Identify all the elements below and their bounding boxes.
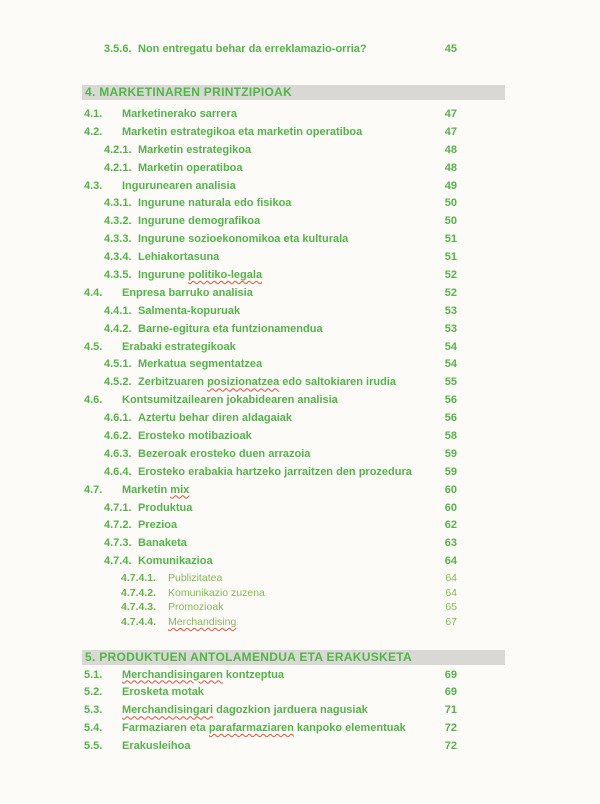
toc-entry[interactable] — [0, 267, 600, 285]
toc-entry-page-number: 64 — [444, 555, 457, 568]
toc-entry-label — [138, 410, 292, 428]
toc-entry-number: 4.7.1. — [104, 501, 132, 514]
label-text: kanpoko elementuak — [293, 722, 406, 735]
toc-entry-number: 5.4. — [84, 722, 103, 735]
toc-entry-label — [122, 482, 189, 500]
label-text: Non entregatu behar da erreklamazio-orria? — [138, 43, 367, 55]
toc-entry[interactable] — [0, 586, 600, 601]
toc-entry-label — [138, 213, 260, 231]
label-text: Ingurune — [138, 269, 189, 282]
misspelled-word: parafarmaziaren — [208, 722, 294, 735]
toc-entry-label — [138, 517, 177, 535]
toc-continued-entries — [0, 0, 600, 58]
toc-entry-label — [138, 195, 291, 213]
toc-entry-number: 4.7.4.4. — [121, 615, 157, 628]
toc-entry[interactable] — [0, 195, 600, 213]
toc-entry[interactable] — [0, 667, 600, 685]
toc-entry-page-number: 53 — [444, 322, 457, 335]
label-text: Ingurune demografikoa — [138, 215, 261, 228]
label-text: dagozkion jarduera nagusiak — [213, 704, 368, 717]
toc-entry-number: 4.3. — [84, 179, 103, 192]
label-text: Prezioa — [138, 519, 178, 532]
toc-entry-page-number: 55 — [444, 376, 457, 389]
toc-entry-label — [122, 124, 362, 142]
toc-entry-label — [168, 586, 265, 601]
toc-entry-number: 4.2.1. — [104, 143, 132, 156]
toc-entry-label — [122, 392, 338, 410]
misspelled-word: Merchandisingaren — [122, 668, 223, 681]
toc-entry-label — [138, 303, 240, 321]
toc-entry-number: 4.7.4. — [104, 555, 132, 568]
toc-entry-number: 4.7. — [84, 483, 103, 496]
toc-entry-label — [168, 571, 222, 586]
label-text: Kontsumitzailearen jokabidearen analisia — [122, 394, 338, 407]
label-text: Bezeroak erosteko duen arrazoia — [138, 447, 311, 460]
toc-entry-label — [122, 178, 236, 196]
toc-entry-number: 4.5. — [84, 340, 103, 353]
toc-entry-label — [122, 667, 284, 685]
toc-entry-number: 4.2. — [84, 125, 103, 138]
label-text: Ingurune naturala edo fisikoa — [138, 197, 292, 210]
toc-entry[interactable] — [0, 702, 600, 720]
toc-entry[interactable] — [0, 356, 600, 374]
label-text: Merkatua segmentatzea — [138, 358, 263, 371]
toc-entry[interactable] — [0, 720, 600, 738]
toc-entry-page-number: 63 — [444, 537, 457, 550]
label-text: Komunikazio zuzena — [168, 586, 265, 599]
toc-entry-number: 4.1. — [84, 108, 103, 120]
label-text: Marketin estrategikoa eta marketin operatiboa — [122, 125, 363, 138]
toc-entry[interactable] — [0, 535, 600, 553]
label-text: Salmenta-kopuruak — [138, 304, 241, 317]
toc-entry-label — [138, 249, 219, 267]
misspelled-word: mix — [170, 483, 190, 496]
misspelled-word: Merchandisingari — [122, 704, 214, 717]
toc-entry-page-number: 60 — [444, 501, 457, 514]
toc-entry-label — [122, 702, 368, 720]
toc-entry[interactable] — [0, 482, 600, 500]
label-text: Marketin estrategikoa — [138, 143, 252, 156]
label-text: Farmaziaren eta — [122, 722, 209, 735]
toc-entry-label — [122, 720, 406, 738]
toc-entry-page-number: 51 — [444, 251, 457, 264]
toc-entry[interactable] — [0, 410, 600, 428]
toc-entry[interactable] — [0, 615, 600, 630]
toc-entry-label — [168, 600, 223, 615]
toc-entry-label — [138, 160, 243, 178]
toc-entry[interactable] — [0, 231, 600, 249]
toc-entry-page-number: 64 — [445, 586, 457, 599]
toc-entry[interactable] — [0, 249, 600, 267]
toc-entry[interactable] — [0, 428, 600, 446]
toc-entry-label — [122, 684, 204, 702]
label-text: Barne-egitura eta funtzionamendua — [138, 322, 323, 335]
toc-entry-page-number: 69 — [444, 668, 457, 681]
toc-entry[interactable] — [0, 213, 600, 231]
toc-entry-page-number: 50 — [444, 215, 457, 228]
toc-entry[interactable] — [0, 684, 600, 702]
toc-entry-page-number: 54 — [444, 340, 457, 353]
label-text: Marketin operatiboa — [138, 161, 243, 174]
toc-entry-number: 4.5.1. — [104, 358, 132, 371]
label-text: kontzeptua — [222, 668, 284, 681]
label-text: Lehiakortasuna — [138, 251, 220, 264]
toc-entry-page-number: 47 — [444, 108, 457, 120]
toc-entry-page-number: 45 — [444, 43, 457, 55]
toc-entry[interactable] — [0, 40, 600, 58]
label-text: Promozioak — [168, 601, 224, 614]
label-text: Ingurunearen analisia — [122, 179, 236, 192]
toc-entry-page-number: 54 — [444, 358, 457, 371]
toc-entry-label — [138, 428, 252, 446]
section-entries — [0, 106, 600, 630]
label-text: Marketin — [122, 483, 171, 496]
toc-entry[interactable] — [0, 600, 600, 615]
toc-entry-label — [138, 40, 367, 58]
toc-entry-page-number: 52 — [444, 269, 457, 282]
label-text: Aztertu behar diren aldagaiak — [138, 412, 293, 425]
toc-entry-number: 4.6.4. — [104, 465, 132, 478]
section-header-bar[interactable]: 4. MARKETINAREN PRINTZIPIOAK — [82, 85, 505, 100]
label-text: Erabaki estrategikoak — [122, 340, 236, 353]
toc-entry-page-number: 48 — [444, 161, 457, 174]
misspelled-word: politiko-legala — [188, 269, 263, 282]
toc-entry-number: 4.7.4.1. — [121, 572, 157, 585]
toc-entry-number: 5.3. — [84, 704, 103, 717]
toc-entry[interactable] — [0, 285, 600, 303]
toc-entry-page-number: 71 — [444, 704, 457, 717]
toc-entry-number: 4.7.3. — [104, 537, 132, 550]
toc-entry-number: 4.6.2. — [104, 430, 132, 443]
toc-entry-label — [138, 500, 192, 518]
label-text: Marketinerako sarrera — [122, 108, 237, 120]
section-header-bar[interactable]: 5. PRODUKTUEN ANTOLAMENDUA ETA ERAKUSKETA — [82, 650, 505, 665]
toc-entry-page-number: 69 — [444, 686, 457, 699]
toc-entry-number: 4.3.4. — [104, 251, 132, 264]
toc-entry[interactable] — [0, 303, 600, 321]
toc-entry[interactable] — [0, 142, 600, 160]
toc-entry-number: 4.6.1. — [104, 412, 132, 425]
toc-entry-number: 5.2. — [84, 686, 103, 699]
toc-entry[interactable] — [0, 392, 600, 410]
toc-entry-page-number: 53 — [444, 304, 457, 317]
toc-entry-page-number: 65 — [445, 601, 457, 614]
toc-entry-number: 4.4.2. — [104, 322, 132, 335]
toc-entry-page-number: 52 — [444, 286, 457, 299]
toc-entry[interactable] — [0, 571, 600, 586]
toc-entry-number: 4.6. — [84, 394, 103, 407]
toc-entry[interactable] — [0, 500, 600, 518]
toc-entry[interactable] — [0, 446, 600, 464]
toc-entry-number: 4.3.5. — [104, 269, 132, 282]
toc-entry-label — [138, 142, 251, 160]
toc-entry-page-number: 49 — [444, 179, 457, 192]
toc-entry-number: 4.2.1. — [104, 161, 132, 174]
toc-entry-label — [168, 615, 236, 630]
label-text: Zerbitzuaren — [138, 376, 208, 389]
toc-entry-label — [138, 356, 262, 374]
toc-entry[interactable] — [0, 339, 600, 357]
toc-entry-label — [122, 738, 190, 756]
toc-entry-number: 3.5.6. — [104, 43, 132, 55]
label-text: Produktua — [138, 501, 193, 514]
toc-entry-number: 4.4.1. — [104, 304, 132, 317]
label-text: Komunikazioa — [138, 555, 213, 568]
label-text: Erosketa motak — [122, 686, 204, 699]
toc-entry[interactable] — [0, 160, 600, 178]
toc-entry-number: 4.4. — [84, 286, 103, 299]
toc-entry-label — [138, 374, 396, 392]
toc-entry-page-number: 58 — [444, 430, 457, 443]
toc-entry-label — [138, 464, 412, 482]
toc-entry[interactable] — [0, 178, 600, 196]
toc-entry-page-number: 72 — [444, 740, 457, 753]
section-entries — [0, 667, 600, 756]
toc-entry[interactable] — [0, 553, 600, 571]
toc-entry-label — [138, 231, 348, 249]
toc-entry-page-number: 60 — [444, 483, 457, 496]
toc-entry-page-number: 56 — [444, 394, 457, 407]
toc-entry-label — [138, 535, 187, 553]
label-text: Banaketa — [138, 537, 187, 550]
toc-sections — [0, 85, 600, 756]
label-text: Ingurune sozioekonomikoa eta kulturala — [138, 233, 349, 246]
label-text: edo saltokiaren irudia — [279, 376, 396, 389]
toc-entry[interactable] — [0, 321, 600, 339]
toc-entry-number: 4.3.3. — [104, 233, 132, 246]
toc-entry-number: 4.7.4.3. — [121, 601, 157, 614]
toc-entry[interactable] — [0, 517, 600, 535]
toc-entry-page-number: 51 — [444, 233, 457, 246]
toc-entry[interactable] — [0, 124, 600, 142]
toc-entry-label — [122, 106, 237, 124]
toc-entry[interactable] — [0, 106, 600, 124]
misspelled-word: Merchandising — [168, 615, 237, 628]
toc-entry-number: 4.7.4.2. — [121, 586, 157, 599]
toc-entry-page-number: 47 — [444, 125, 457, 138]
toc-entry-number: 5.5. — [84, 740, 103, 753]
toc-entry-number: 4.3.1. — [104, 197, 132, 210]
toc-entry-number: 4.6.3. — [104, 447, 132, 460]
toc-entry-label — [138, 267, 262, 285]
toc-entry-label — [138, 321, 323, 339]
label-text: Erosteko motibazioak — [138, 430, 252, 443]
label-text: Enpresa barruko analisia — [122, 286, 253, 299]
toc-entry[interactable] — [0, 374, 600, 392]
toc-entry-page-number: 72 — [444, 722, 457, 735]
label-text: Erakusleihoa — [122, 740, 191, 753]
label-text: Erosteko erabakia hartzeko jarraitzen den prozedura — [138, 465, 412, 478]
toc-entry-page-number: 50 — [444, 197, 457, 210]
toc-entry-number: 5.1. — [84, 668, 103, 681]
label-text: Publizitatea — [168, 572, 223, 585]
toc-entry-number: 4.5.2. — [104, 376, 132, 389]
toc-section — [0, 650, 600, 756]
toc-entry-number: 4.7.2. — [104, 519, 132, 532]
toc-entry[interactable] — [0, 738, 600, 756]
toc-entry-label — [138, 553, 213, 571]
toc-entry-page-number: 67 — [445, 615, 457, 628]
misspelled-word: posizionatzea — [207, 376, 280, 389]
toc-entry-label — [122, 339, 236, 357]
toc-entry-page-number: 62 — [444, 519, 457, 532]
toc-entry-number: 4.3.2. — [104, 215, 132, 228]
toc-entry-page-number: 48 — [444, 143, 457, 156]
toc-section — [0, 85, 600, 630]
toc-entry-page-number: 59 — [444, 465, 457, 478]
toc-entry-page-number: 64 — [445, 572, 457, 585]
toc-entry-page-number: 56 — [444, 412, 457, 425]
toc-entry-label — [122, 285, 253, 303]
toc-entry-page-number: 59 — [444, 447, 457, 460]
toc-entry[interactable] — [0, 464, 600, 482]
toc-entry-label — [138, 446, 310, 464]
